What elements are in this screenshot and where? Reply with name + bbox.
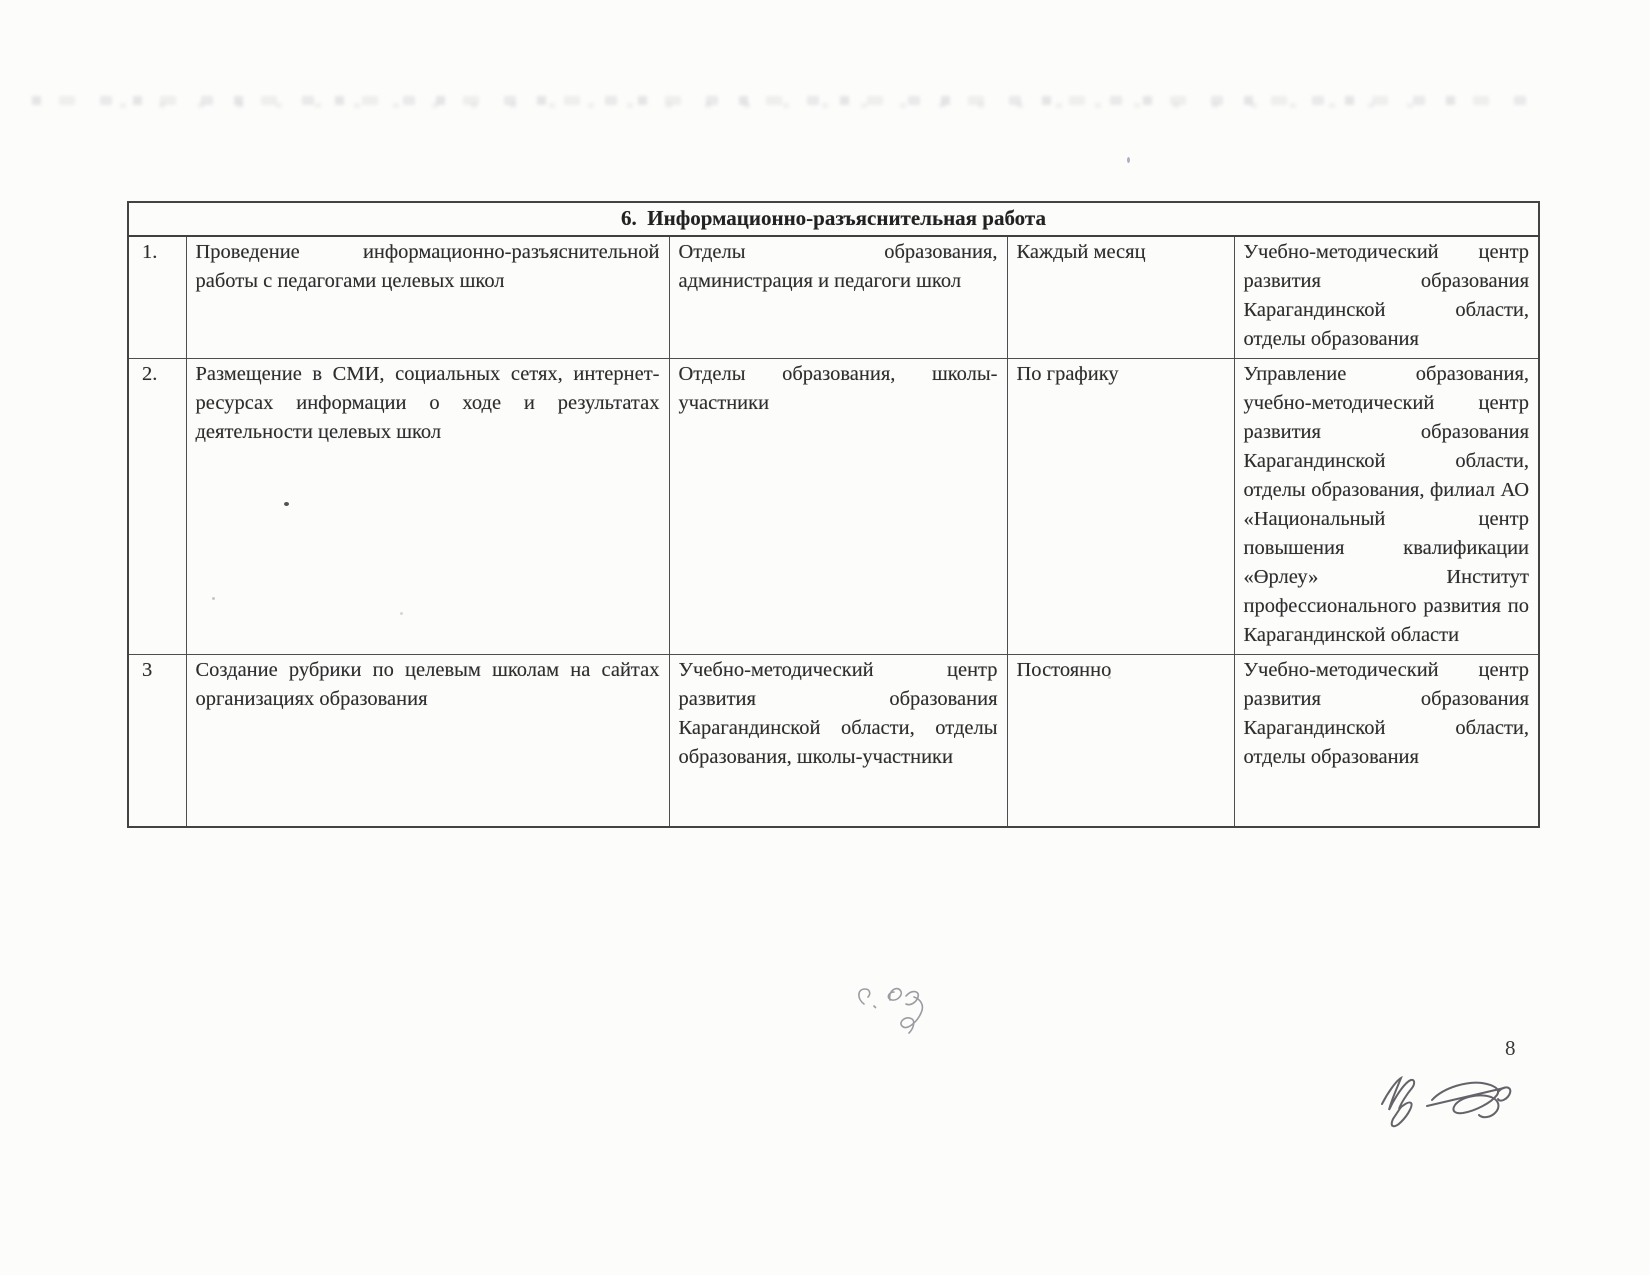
responsible-cell: Управление образования, учебно-методический центр развития образования Карагандинской области, отделы образования, филиал АО «Национальный центр повышения квалификации «Өрлеу» Институт профессионального развития по Карагандинской области bbox=[1234, 359, 1539, 655]
participants-cell: Отделы образования, администрация и педагоги школ bbox=[669, 236, 1007, 359]
handwritten-signature-center bbox=[848, 980, 956, 1050]
timing-cell: Постоянно bbox=[1007, 655, 1234, 827]
scan-speck bbox=[400, 612, 403, 615]
row-number: 1. bbox=[128, 236, 186, 359]
participants-cell: Учебно-методический центр развития образования Карагандинской области, отделы образования, школы-участники bbox=[669, 655, 1007, 827]
table-row bbox=[128, 655, 1539, 827]
responsible-cell: Учебно-методический центр развития образования Карагандинской области, отделы образования bbox=[1234, 655, 1539, 827]
table-title-row bbox=[128, 202, 1539, 236]
section-title: 6. Информационно-разъяснительная работа bbox=[128, 202, 1539, 236]
scan-speck bbox=[212, 597, 215, 600]
page-number: 8 bbox=[1505, 1036, 1516, 1060]
plan-table bbox=[127, 201, 1540, 828]
responsible-cell: Учебно-методический центр развития образования Карагандинской области, отделы образования bbox=[1234, 236, 1539, 359]
scan-speck bbox=[1127, 157, 1130, 163]
activity-cell: Создание рубрики по целевым школам на сайтах организациях образования bbox=[186, 655, 669, 827]
participants-cell: Отделы образования, школы-участники bbox=[669, 359, 1007, 655]
scan-speck bbox=[1108, 676, 1111, 679]
activity-cell: Проведение информационно-разъяснительной работы с педагогами целевых школ bbox=[186, 236, 669, 359]
scan-speck bbox=[284, 502, 289, 506]
scan-bleedthrough-line-2 bbox=[120, 103, 1420, 108]
activity-cell: Размещение в СМИ, социальных сетях, интернет-ресурсах информации о ходе и результатах деятельности целевых школ bbox=[186, 359, 669, 655]
table-row bbox=[128, 359, 1539, 655]
timing-cell: Каждый месяц bbox=[1007, 236, 1234, 359]
timing-cell: По графику bbox=[1007, 359, 1234, 655]
row-number: 3 bbox=[128, 655, 186, 827]
table-row bbox=[128, 236, 1539, 359]
row-number: 2. bbox=[128, 359, 186, 655]
handwritten-signature-right bbox=[1370, 1068, 1530, 1142]
